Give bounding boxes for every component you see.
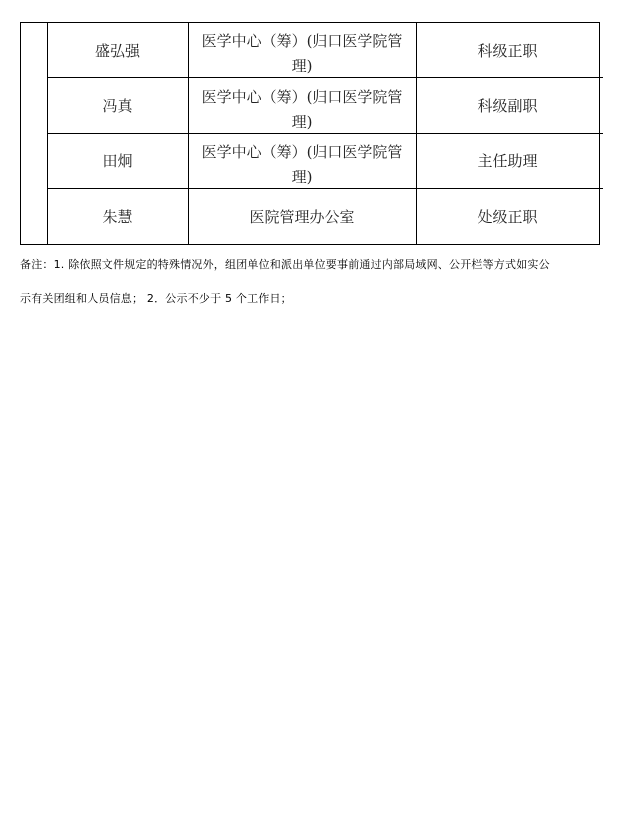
rank-cell: 主任助理 <box>477 152 538 170</box>
table-row <box>47 22 599 78</box>
department-text: 医学中心（筹）(归口医学院管理) <box>201 88 403 131</box>
name-cell: 朱慧 <box>47 188 189 244</box>
department-cell: 医院管理办公室 <box>188 188 417 244</box>
name-cell: 田炯 <box>47 133 189 188</box>
department-text: 医学中心（筹）(归口医学院管理) <box>201 32 403 75</box>
remark-line-1: 备注：1. 除依照文件规定的特殊情况外，组团单位和派出单位要事前通过内部局域网、公开栏等方式如实公 <box>20 258 550 271</box>
remark-line-2: 示有关团组和人员信息； 2．公示不少于 5 个工作日； <box>20 292 292 305</box>
index-column <box>21 22 48 244</box>
name-cell: 盛弘强 <box>47 22 189 78</box>
department-text: 医学中心（筹）(归口医学院管理) <box>201 143 403 186</box>
department-cell <box>188 22 417 78</box>
table-row <box>47 188 599 244</box>
department-cell <box>188 78 417 133</box>
department-cell <box>188 133 417 188</box>
rank-cell: 处级正职 <box>477 207 538 226</box>
name-cell: 冯真 <box>47 78 189 133</box>
personnel-table <box>20 22 600 245</box>
table-row <box>47 78 599 133</box>
table-row <box>47 133 599 188</box>
rank-cell: 科级副职 <box>477 97 538 115</box>
rank-cell: 科级正职 <box>477 41 538 60</box>
